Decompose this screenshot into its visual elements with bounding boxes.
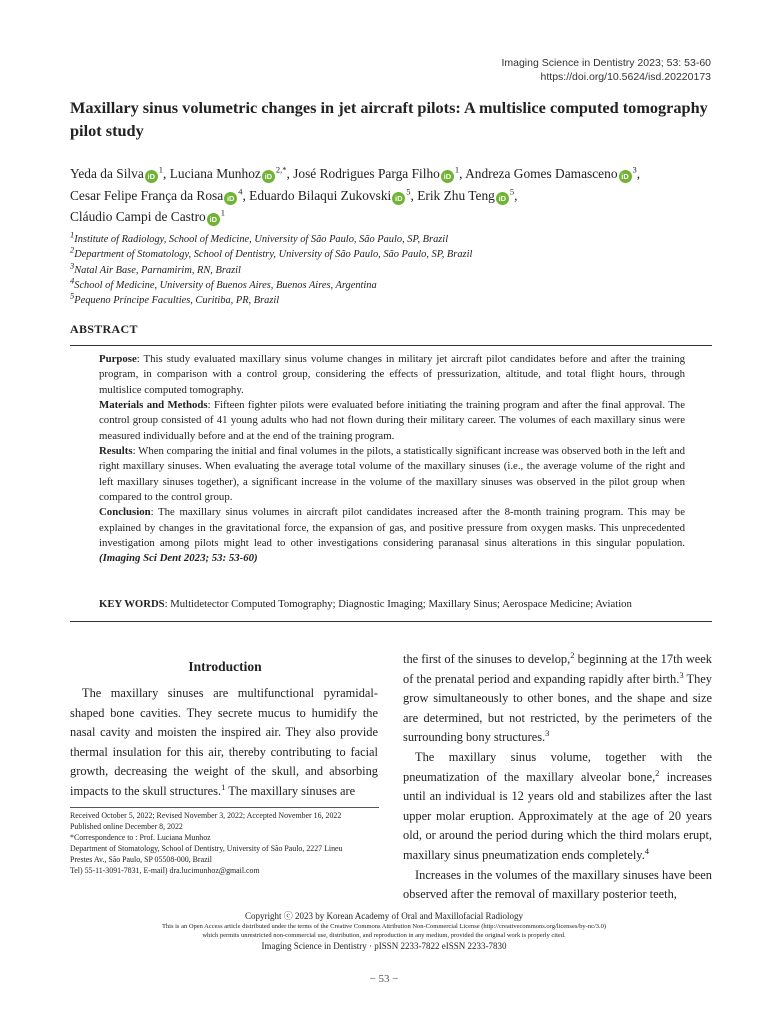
keywords [99,597,719,612]
author-separator: , [242,187,250,203]
abstract-citation: (Imaging Sci Dent 2023; 53: 53-60) [99,552,258,565]
affiliation-number: 5 [70,290,75,301]
author-name: Cláudio Campi de Castro [70,209,206,224]
affiliation-text: Pequeno Príncipe Faculties, Curitiba, PR, Brazil [74,295,280,307]
footnote [70,811,382,876]
orcid-icon[interactable]: iD [145,170,158,183]
intro-paragraph [403,866,712,905]
author-separator: , [163,166,170,181]
footnote-received: Received October 5, 2022; Revised November 3, 2022; Accepted November 16, 2022 [70,811,342,820]
author-separator: , [459,166,466,181]
journal-citation: Imaging Science in Dentistry 2023; 53: 53-60 [501,57,711,69]
footnote-rule [70,807,379,808]
footnote-published: Published online December 8, 2022 [70,821,183,831]
author-name: Luciana Munhoz [169,166,261,181]
footnote-correspondence: *Correspondence to : Prof. Luciana Munhoz [70,832,211,842]
paragraph-text: increases until an individual is 12 years old and stabilizes after the last upper molar eruption. Approximately at the age of 20 years old, or around the period during which the third molars erupt, maxillary sinus pneumatization ends completely. [403,769,712,862]
citation-ref[interactable]: 1 [221,781,226,792]
license-line: This is an Open Access article distributed under the terms of the Creative Commons Attribution Non-Commercial License (http://creativecommons.org/licenses/by-nc/3.0) [161,923,607,930]
paragraph-text: The maxillary sinuses are [225,783,356,798]
orcid-icon[interactable]: iD [619,170,632,183]
right-column [403,650,712,905]
abstract-heading: ABSTRACT [70,322,138,336]
affiliation-item [70,260,720,278]
author-separator: , [636,166,641,181]
author-name: José Rodrigues Parga Filho [293,166,440,181]
paragraph-text: They grow simultaneously to other bones, and the shape and size are determined, but not restricted, by the perimeters of the surrounding bony structures. [403,671,712,745]
orcid-icon[interactable]: iD [496,192,509,205]
keywords-text: : Multidetector Computed Tomography; Diagnostic Imaging; Maxillary Sinus; Aerospace Medicine; Aviation [164,598,632,610]
abstract-text: : Fifteen fighter pilots were evaluated before initiating the training program and after the final approval. The control group consisted of 41 young adults who had not flown during their military career. The volumes of each maxillary sinus were measured individually before and at the end of the training program. [99,399,685,442]
author-name: Erik Zhu Teng [417,187,495,203]
abstract-bottom-rule [70,621,712,622]
author-separator: , [286,166,294,181]
author-separator: , [514,187,518,203]
abstract-body [99,352,685,567]
author-name: Eduardo Bilaqui Zukovski [249,187,392,203]
intro-paragraph [403,650,712,748]
citation-ref[interactable]: 4 [644,845,650,856]
abstract-text: : The maxillary sinus volumes in aircraft pilot candidates increased after the 8-month training program. This may be explained by changes in the gravitational force, the expansion of gas, and positive pressure from oxygen masks. This unprecedented investigation among pilots might lead to other investigations considering paranasal sinus alterations in this singular population. [99,506,685,550]
affiliation-text: Department of Stomatology, School of Dentistry, University of São Paulo, São Paulo, SP, Brazil [74,249,473,261]
license-line: which permits unrestricted non-commercial use, distribution, and reproduction in any medium, provided the original work is properly cited. [202,931,566,939]
orcid-icon[interactable]: iD [392,192,405,205]
affiliation-number: 2 [70,244,75,255]
author-list [70,163,720,228]
abstract-top-rule [70,345,712,346]
abstract-methods [99,398,685,444]
abstract-label: Results [99,445,133,458]
paragraph-text: The maxillary sinus volume, together with the pneumatization of the maxillary alveolar bone, [403,749,712,784]
journal-header [501,56,711,84]
paragraph-text: Increases in the volumes of the maxillary sinuses have been observed after the removal of maxillary posterior teeth, [403,867,712,902]
affiliation-number: 4 [70,275,75,286]
orcid-icon[interactable]: iD [262,170,275,183]
abstract-conclusion [99,505,685,566]
abstract-text: : This study evaluated maxillary sinus volume changes in military jet aircraft pilot candidates before and after the training program, in comparison with a control group, considering the effects of pressurization, altitude, and total flight hours, through multislice computed tomography. [99,353,685,396]
author-affil: 1 [454,164,460,175]
affiliation-item [70,229,720,247]
affiliation-item [70,290,720,308]
copyright-line: Copyright ⓒ 2023 by Korean Academy of Oral and Maxillofacial Radiology [245,911,523,921]
article-title: Maxillary sinus volumetric changes in jet aircraft pilots: A multislice computed tomography pilot study [70,98,708,140]
author-separator: , [410,187,418,203]
journal-doi[interactable]: https://doi.org/10.5624/isd.20220173 [540,71,711,83]
intro-paragraph [70,684,378,802]
abstract-results [99,444,685,505]
keywords-label: KEY WORDS [99,598,165,610]
citation-ref[interactable]: 2 [570,649,575,660]
author-name: Cesar Felipe França da Rosa [70,187,224,203]
footnote-contact: Tel) 55-11-3091-7831, E-mail) dra.lucimunhoz@gmail.com [70,865,260,875]
affiliation-text: Natal Air Base, Parnamirim, RN, Brazil [74,264,241,276]
affiliation-number: 3 [70,260,75,271]
orcid-icon[interactable]: iD [224,192,237,205]
license-text [0,923,768,941]
author-name: Yeda da Silva [70,166,144,181]
footnote-address: Prestes Av., São Paulo, SP 05508-000, Brazil [70,854,212,864]
author-affil: 4 [238,186,243,197]
paragraph-text: The maxillary sinuses are multifunctional pyramidal-shaped bone cavities. They secrete mucus to humidify the nasal cavity and moisten the inspired air. They also provide thermal insulation for this air, thereby contributing to facial growth, decreasing the weight of the skull, and absorbing impacts to the skull structures. [70,686,378,798]
author-affil: 5 [406,186,411,197]
affiliation-text: School of Medicine, University of Buenos Aires, Buenos Aires, Argentina [74,279,377,291]
citation-ref[interactable]: 2 [655,767,660,778]
page-number: − 53 − [369,973,399,985]
affiliation-item [70,275,720,293]
orcid-icon[interactable]: iD [207,213,220,226]
abstract-purpose [99,352,685,398]
issn-line: Imaging Science in Dentistry · pISSN 2233-7822 eISSN 2233-7830 [261,941,507,951]
abstract-label: Materials and Methods [99,399,208,412]
author-affil: 2,* [275,164,287,175]
affiliation-number: 1 [70,229,75,240]
intro-paragraph [403,748,712,866]
section-heading-introduction: Introduction [188,659,262,674]
citation-ref[interactable]: 3 [679,669,684,680]
abstract-label: Purpose [99,353,137,365]
abstract-label: Conclusion [99,506,151,519]
author-name: Andreza Gomes Damasceno [465,166,618,181]
abstract-text: : When comparing the initial and final volumes in the pilots, a statistically significant increase was observed both in the left and right maxillary sinuses. When evaluating the average total volume of the maxillary sinuses (i.e., the average volume of the right and left maxillary sinuses together), a significant increase in the volume of the maxillary sinuses was observed in the pilot group when compared to the control group. [99,445,685,504]
citation-ref[interactable]: 3 [545,728,550,739]
author-affil: 1 [220,207,226,218]
author-affil: 5 [509,186,515,197]
affiliation-list [70,229,720,308]
paragraph-text: the first of the sinuses to develop, [403,652,571,666]
paragraph-text: beginning at the 17th week of the prenatal period and expanding rapidly after birth. [403,652,712,686]
left-column [70,684,378,802]
author-affil: 3 [632,164,637,175]
orcid-icon[interactable]: iD [441,170,454,183]
author-affil: 1 [158,164,164,175]
affiliation-text: Institute of Radiology, School of Medicine, University of São Paulo, São Paulo, SP, Brazil [74,234,449,245]
affiliation-item [70,244,720,262]
footnote-address: Department of Stomatology, School of Dentistry, University of São Paulo, 2227 Lineu [70,843,343,853]
